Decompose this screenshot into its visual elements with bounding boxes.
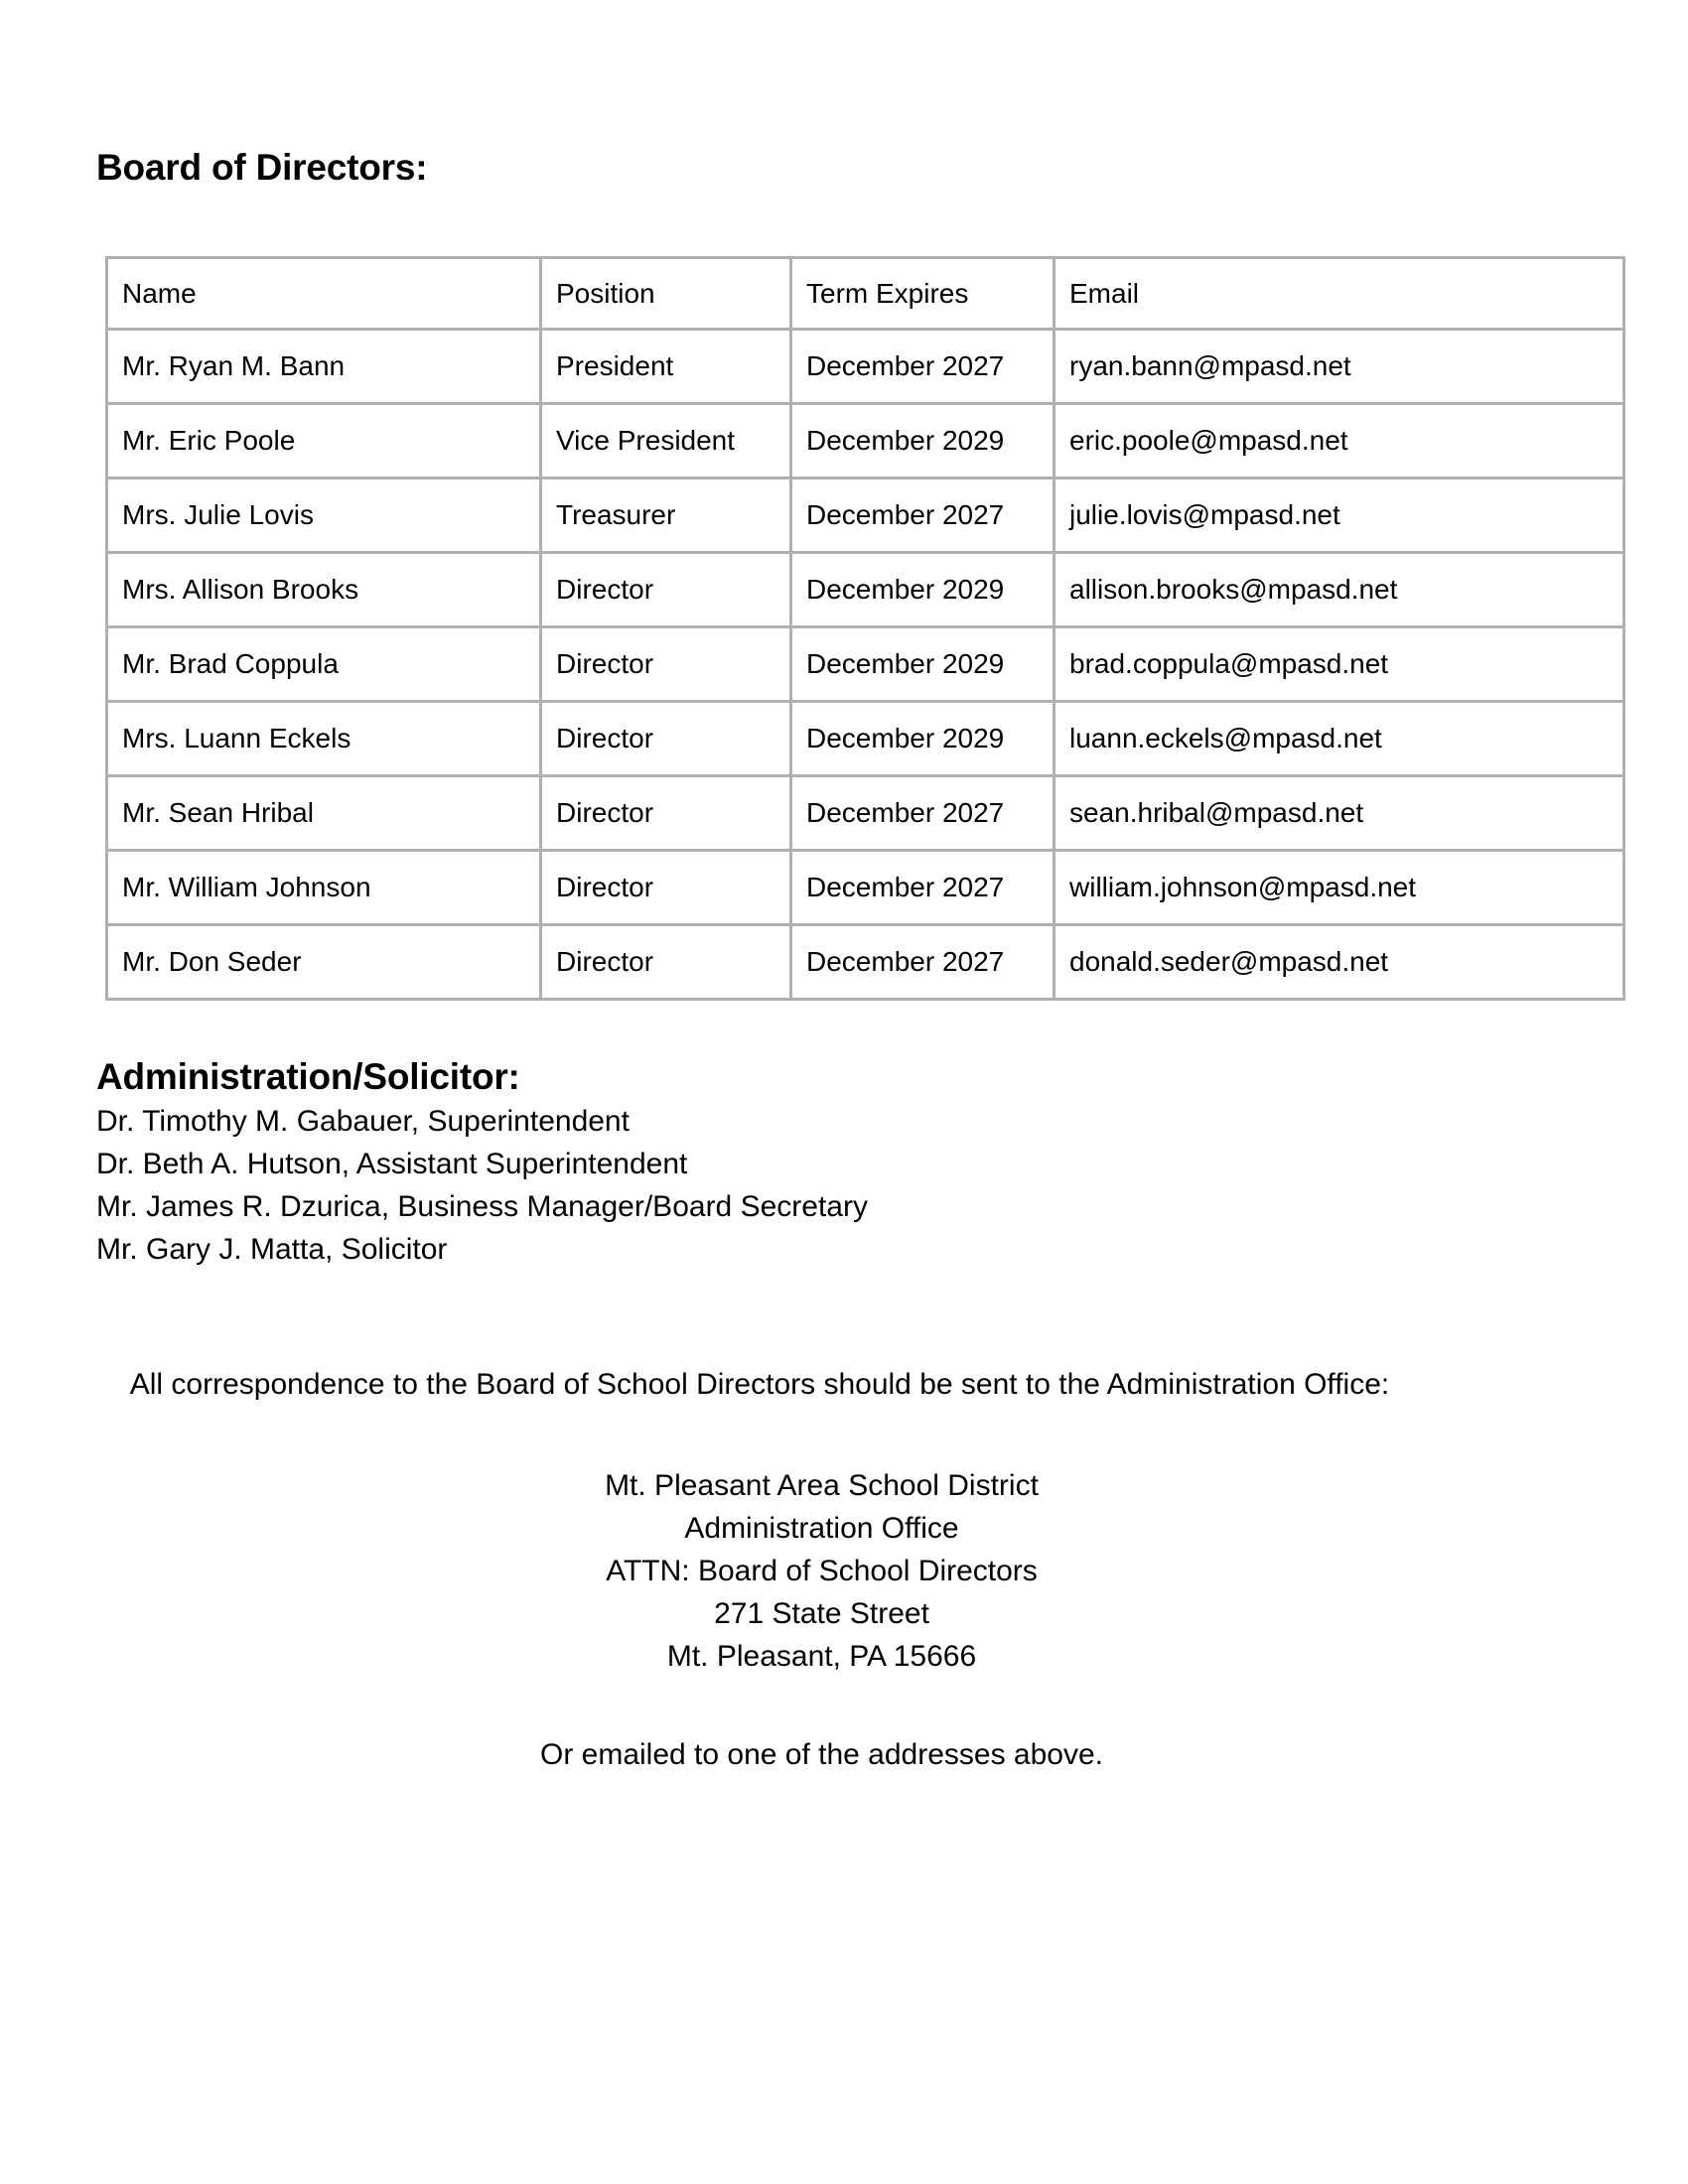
cell-position: President [541, 330, 791, 404]
table-row [107, 330, 1624, 404]
table-row [107, 404, 1624, 478]
cell-email: donald.seder@mpasd.net [1055, 925, 1624, 1000]
administration-section-title: Administration/Solicitor: [96, 1056, 520, 1097]
correspondence-note: All correspondence to the Board of School Directors should be sent to the Administration Office: [129, 1368, 1390, 1401]
list-item: Dr. Beth A. Hutson, Assistant Superintendent [96, 1148, 688, 1180]
table-row [107, 478, 1624, 553]
cell-name: Mrs. Allison Brooks [107, 553, 541, 627]
table-row [107, 627, 1624, 702]
email-instruction-note: Or emailed to one of the addresses above. [539, 1738, 1103, 1771]
cell-term-expires: December 2027 [791, 478, 1055, 553]
list-item: Mr. James R. Dzurica, Business Manager/Board Secretary [96, 1190, 868, 1223]
cell-name: Mr. Don Seder [107, 925, 541, 1000]
column-header-name: Name [107, 258, 541, 330]
cell-email: william.johnson@mpasd.net [1055, 851, 1624, 925]
cell-term-expires: December 2027 [791, 851, 1055, 925]
address-line-street: 271 State Street [714, 1597, 929, 1630]
cell-email: eric.poole@mpasd.net [1055, 404, 1624, 478]
table-row [107, 702, 1624, 776]
table-row [107, 925, 1624, 1000]
cell-position: Director [541, 925, 791, 1000]
cell-name: Mr. Eric Poole [107, 404, 541, 478]
cell-term-expires: December 2029 [791, 627, 1055, 702]
cell-position: Director [541, 851, 791, 925]
cell-position: Director [541, 627, 791, 702]
column-header-position: Position [541, 258, 791, 330]
column-header-email: Email [1055, 258, 1624, 330]
cell-name: Mr. Brad Coppula [107, 627, 541, 702]
cell-email: allison.brooks@mpasd.net [1055, 553, 1624, 627]
cell-term-expires: December 2029 [791, 702, 1055, 776]
cell-name: Mr. Sean Hribal [107, 776, 541, 851]
address-line-district: Mt. Pleasant Area School District [605, 1469, 1039, 1502]
cell-email: ryan.bann@mpasd.net [1055, 330, 1624, 404]
cell-name: Mr. William Johnson [107, 851, 541, 925]
cell-name: Mr. Ryan M. Bann [107, 330, 541, 404]
address-line-attn: ATTN: Board of School Directors [606, 1555, 1038, 1587]
table-header-row [107, 258, 1624, 330]
table-row [107, 553, 1624, 627]
column-header-term-expires: Term Expires [791, 258, 1055, 330]
cell-term-expires: December 2027 [791, 925, 1055, 1000]
address-line-office: Administration Office [684, 1512, 959, 1545]
cell-position: Director [541, 702, 791, 776]
cell-email: luann.eckels@mpasd.net [1055, 702, 1624, 776]
board-of-directors-table [105, 256, 1625, 1001]
cell-term-expires: December 2027 [791, 330, 1055, 404]
administration-list [96, 1100, 1387, 1271]
cell-position: Director [541, 553, 791, 627]
cell-name: Mrs. Julie Lovis [107, 478, 541, 553]
page-title: Board of Directors: [96, 147, 428, 188]
cell-email: julie.lovis@mpasd.net [1055, 478, 1624, 553]
table-row [107, 776, 1624, 851]
cell-name: Mrs. Luann Eckels [107, 702, 541, 776]
table-row [107, 851, 1624, 925]
list-item: Dr. Timothy M. Gabauer, Superintendent [96, 1105, 630, 1138]
address-line-city-state-zip: Mt. Pleasant, PA 15666 [666, 1640, 977, 1673]
cell-position: Vice President [541, 404, 791, 478]
cell-position: Treasurer [541, 478, 791, 553]
cell-term-expires: December 2029 [791, 404, 1055, 478]
administration-address-block [0, 1464, 1643, 1678]
cell-term-expires: December 2027 [791, 776, 1055, 851]
list-item: Mr. Gary J. Matta, Solicitor [96, 1233, 448, 1266]
cell-position: Director [541, 776, 791, 851]
cell-email: brad.coppula@mpasd.net [1055, 627, 1624, 702]
cell-term-expires: December 2029 [791, 553, 1055, 627]
cell-email: sean.hribal@mpasd.net [1055, 776, 1624, 851]
